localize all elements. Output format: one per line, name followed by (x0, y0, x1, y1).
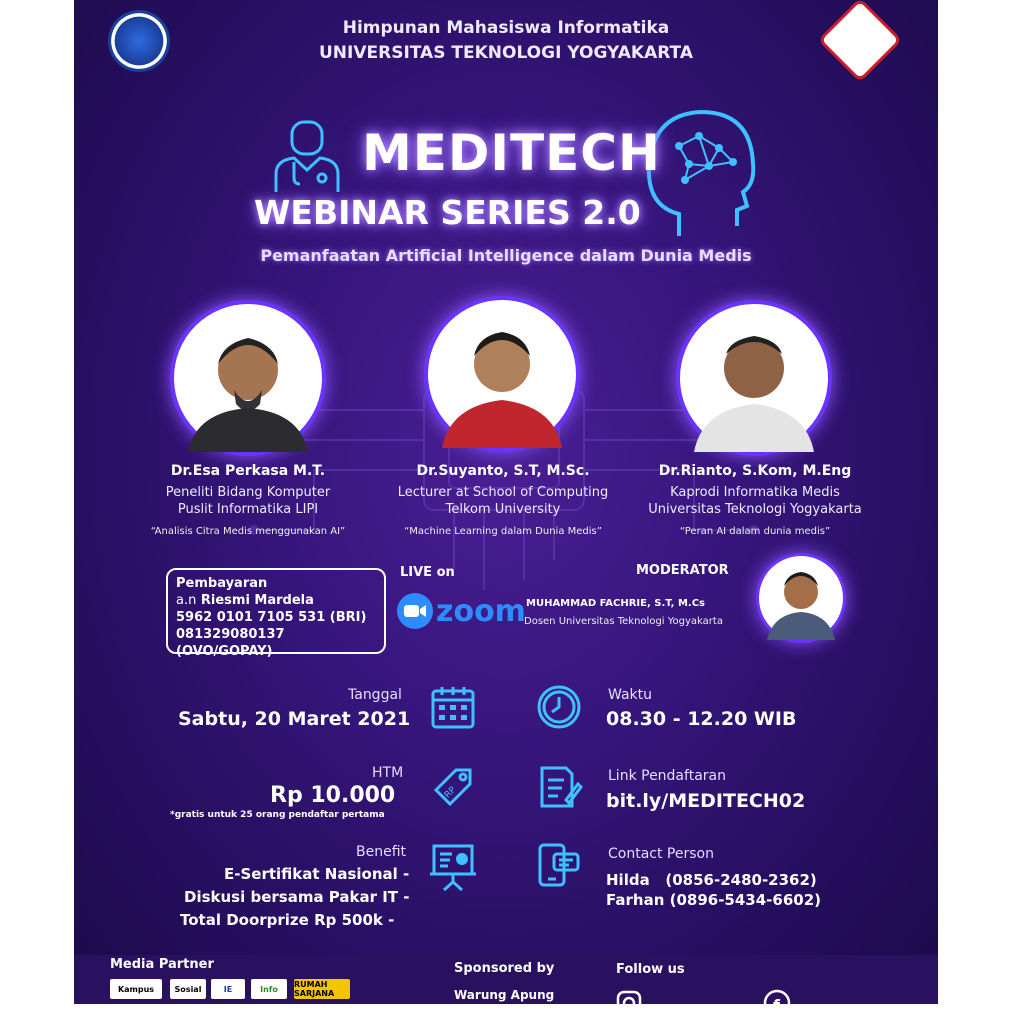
benefit-3: Total Doorprize Rp 500k - (180, 911, 395, 929)
speaker-1-topic: “Analisis Citra Medis menggunakan AI” (150, 526, 346, 537)
speaker-1-name: Dr.Esa Perkasa M.T. (170, 463, 326, 479)
sponsor-name: Warung Apung (454, 988, 555, 1002)
benefit-2: Diskusi bersama Pakar IT - (184, 888, 410, 906)
zoom-icon (396, 592, 434, 630)
link-value[interactable]: bit.ly/MEDITECH02 (606, 790, 806, 812)
payment-holder: a.n Riesmi Mardela (176, 593, 314, 608)
presentation-icon (428, 842, 478, 892)
speaker-3-role1: Kaprodi Informatika Medis (670, 485, 840, 500)
svg-text:RP: RP (442, 785, 459, 801)
speaker-3-name: Dr.Rianto, S.Kom, M.Eng (658, 463, 852, 479)
webinar-poster (74, 0, 938, 1015)
doctor-icon (272, 118, 342, 194)
time-value: 08.30 - 12.20 WIB (606, 708, 797, 730)
speaker-1-role1: Peneliti Bidang Komputer (165, 485, 331, 500)
follow-us-label: Follow us (616, 962, 685, 977)
date-value: Sabtu, 20 Maret 2021 (178, 708, 411, 730)
media-logo-2: Sosial (170, 979, 206, 999)
contact-1[interactable]: Hilda (0856-2480-2362) (606, 871, 817, 889)
svg-text:f: f (773, 996, 780, 1015)
speaker-1-photo (170, 300, 326, 456)
date-label: Tanggal (348, 687, 402, 703)
live-on-label: LIVE on (400, 565, 455, 580)
phone-icon (536, 842, 582, 888)
org-name: Himpunan Mahasiswa Informatika (342, 18, 670, 38)
facebook-icon[interactable] (764, 990, 790, 1016)
event-series: WEBINAR SERIES 2.0 (254, 193, 641, 232)
speaker-2-role1: Lecturer at School of Computing (397, 485, 609, 500)
media-logo-3: IE (211, 979, 245, 999)
speaker-2-topic: “Machine Learning dalam Dunia Medis” (404, 526, 602, 537)
payment-bank: 5962 0101 7105 531 (BRI) (176, 610, 367, 625)
sponsored-by-label: Sponsored by (454, 961, 555, 976)
time-label: Waktu (608, 687, 652, 703)
speaker-3-role2: Universitas Teknologi Yogyakarta (648, 502, 862, 517)
link-label: Link Pendaftaran (608, 768, 726, 784)
moderator-heading: MODERATOR (636, 563, 729, 578)
payment-heading: Pembayaran (176, 576, 268, 591)
speaker-2-role2: Telkom University (445, 502, 561, 517)
speaker-2-name: Dr.Suyanto, S.T, M.Sc. (416, 463, 590, 479)
speaker-1-role2: Puslit Informatika LIPI (177, 502, 319, 517)
event-subtitle: Pemanfaatan Artificial Intelligence dalam Dunia Medis (260, 246, 752, 265)
benefit-label: Benefit (356, 844, 407, 860)
form-icon (536, 764, 582, 810)
calendar-icon (430, 684, 476, 730)
moderator-name: MUHAMMAD FACHRIE, S.T, M.Cs (526, 598, 705, 609)
htm-value: Rp 10.000 (270, 783, 396, 808)
event-title: MEDITECH (362, 124, 661, 182)
zoom-text: zoom (436, 593, 526, 629)
media-logo-4: Info (251, 979, 287, 999)
speaker-3-photo (676, 300, 832, 456)
price-tag-icon (430, 764, 476, 810)
htm-label: HTM (372, 765, 404, 781)
zoom-logo (396, 592, 526, 630)
htm-note: *gratis untuk 25 orang pendaftar pertama (170, 810, 385, 820)
contact-2[interactable]: Farhan (0896-5434-6602) (606, 891, 821, 909)
benefit-1: E-Sertifikat Nasional - (224, 865, 410, 883)
contact-label: Contact Person (608, 846, 714, 862)
moderator-photo (756, 553, 846, 643)
payment-box (166, 568, 386, 659)
payment-ewallet: 081329080137 (OVO/GOPAY) (176, 627, 285, 659)
university-name: UNIVERSITAS TEKNOLOGI YOGYAKARTA (319, 43, 693, 63)
instagram-icon[interactable] (616, 990, 642, 1016)
uty-logo (818, 0, 903, 82)
speaker-3-topic: “Peran AI dalam dunia medis” (679, 526, 831, 537)
media-logo-1: Kampus (110, 979, 162, 999)
media-logo-5: RUMAH SARJANA (294, 979, 350, 999)
speaker-2-photo (424, 296, 580, 452)
moderator-role: Dosen Universitas Teknologi Yogyakarta (524, 616, 723, 627)
clock-icon (536, 684, 582, 730)
media-partner-label: Media Partner (110, 957, 214, 972)
